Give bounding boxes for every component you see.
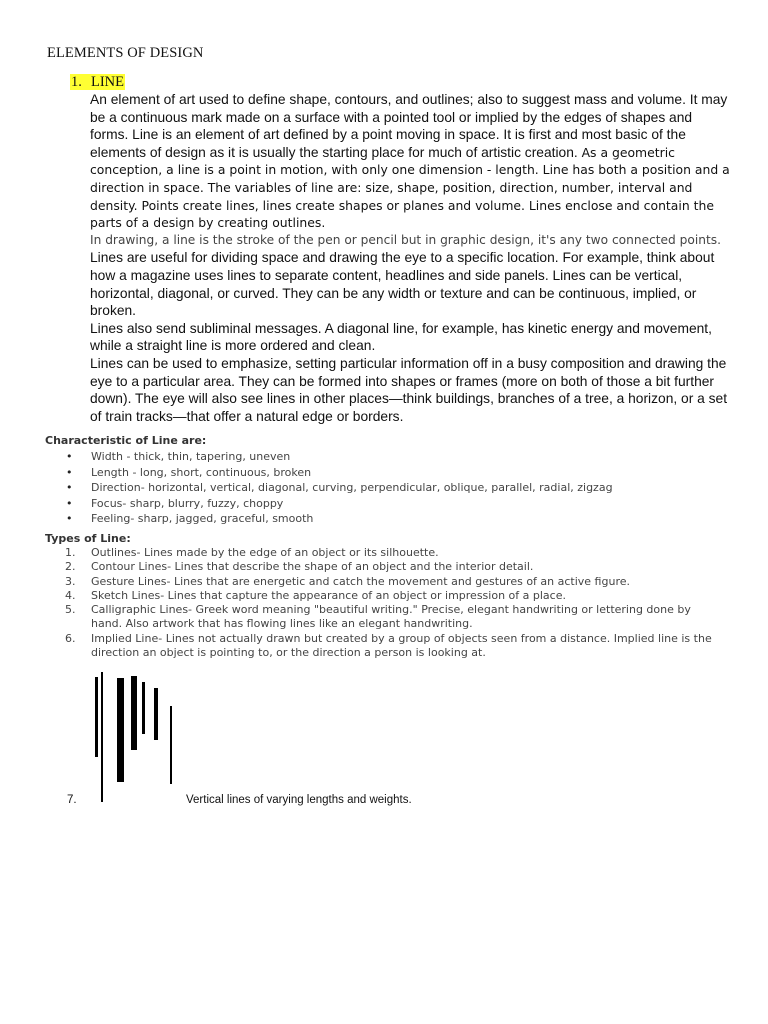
list-item-text: Width - thick, thin, tapering, uneven <box>91 450 291 463</box>
list-item-text: Focus- sharp, blurry, fuzzy, choppy <box>91 496 284 510</box>
list-item-text: Length - long, short, continuous, broken <box>91 465 312 479</box>
paragraph-geometric-text: As a geometric conception, a line is a point in motion, with only one dimension - length. Line has both a position and a direction in space. The variables of line are: size, shape, position, direction, number, interval and density. Points create lines, lines create shapes or planes and volume. Lines enclose and contain the parts of a design by creating outlines. <box>90 144 730 231</box>
list-item <box>45 603 725 632</box>
paragraph-drawing: In drawing, a line is the stroke of the pen or pencil but in graphic design, it's any two connected points. <box>90 232 721 247</box>
section-number: 1. <box>71 74 82 90</box>
list-number: 2. <box>65 560 76 574</box>
list-item <box>45 496 613 512</box>
list-number: 5. <box>65 603 76 617</box>
list-item-text: Direction- horizontal, vertical, diagonal, curving, perpendicular, oblique, parallel, radial, zigzag <box>91 481 613 495</box>
vertical-line <box>95 677 98 757</box>
vertical-line <box>101 672 103 802</box>
types-list <box>45 546 725 660</box>
list-item <box>45 632 725 661</box>
bullet-icon: • <box>66 512 73 526</box>
figure-caption: Vertical lines of varying lengths and weights. <box>186 794 412 806</box>
list-number: 3. <box>65 574 76 588</box>
characteristics-list <box>45 449 613 527</box>
list-number: 1. <box>65 546 76 559</box>
bullet-icon: • <box>66 450 73 463</box>
list-number: 4. <box>65 588 76 602</box>
highlighted-heading <box>70 74 125 90</box>
characteristics-heading: Characteristic of Line are: <box>45 434 207 447</box>
list-item <box>45 465 613 481</box>
list-item-text: Sketch Lines- Lines that capture the appearance of an object or impression of a place. <box>91 588 566 602</box>
list-item-text: Gesture Lines- Lines that are energetic and catch the movement and gestures of an active figure. <box>91 574 630 588</box>
list-item-text: Calligraphic Lines- Greek word meaning "beautiful writing." Precise, elegant handwriting or lettering done by hand. Also artwork that has flowing lines like an elegant handwriting. <box>91 603 691 631</box>
list-item <box>45 449 613 465</box>
figure-number: 7. <box>67 794 77 806</box>
section-title: LINE <box>91 74 125 90</box>
vertical-line <box>170 706 172 784</box>
list-item <box>45 480 613 496</box>
line-description-body <box>90 91 730 425</box>
types-heading: Types of Line: <box>45 532 131 545</box>
list-item <box>45 560 725 574</box>
list-number: 6. <box>65 631 76 645</box>
paragraph-dividing-space: Lines are useful for dividing space and drawing the eye to a specific location. For example, think about how a magazine uses lines to separate content, headlines and side panels. Lines can be vertical, horizontal, diagonal, or curved. They can be any width or texture and can be continuous, implied, or broken. <box>90 250 715 319</box>
vertical-line <box>117 678 124 782</box>
list-item-text: Implied Line- Lines not actually drawn but created by a group of objects seen from a distance. Implied line is the direction an object is pointing to, or the direction a person is looking at. <box>91 631 712 660</box>
paragraph-subliminal: Lines also send subliminal messages. A diagonal line, for example, has kinetic energy and movement, while a straight line is more ordered and clean. <box>90 320 712 354</box>
list-item-text: Contour Lines- Lines that describe the shape of an object and the interior detail. <box>91 560 534 574</box>
paragraph-emphasize: Lines can be used to emphasize, setting particular information off in a busy composition and drawing the eye to a particular area. They can be formed into shapes or frames (more on both of those a bit further down). The eye will also see lines in other places—think buildings, branches of a tree, a horizon, or a set of train tracks—that offer a natural edge or borders. <box>90 355 728 424</box>
page-title: ELEMENTS OF DESIGN <box>47 45 204 61</box>
bullet-icon: • <box>66 465 73 479</box>
paragraph-definition <box>90 91 730 232</box>
list-item <box>45 546 725 560</box>
list-item <box>45 575 725 589</box>
vertical-line <box>154 688 158 740</box>
list-item-text: Outlines- Lines made by the edge of an object or its silhouette. <box>91 546 439 559</box>
vertical-line <box>142 682 145 734</box>
vertical-lines-figure <box>90 672 190 807</box>
list-item <box>45 511 613 527</box>
list-item <box>45 589 725 603</box>
paragraph-definition-text: An element of art used to define shape, contours, and outlines; also to suggest mass and volume. It may be a continuous mark made on a surface with a pointed tool or implied by the edges of shapes and forms. Line is an element of art defined by a point moving in space. It is first and most basic of the elements of design as it is usually the starting place for much of artistic creation. <box>90 92 728 160</box>
bullet-icon: • <box>66 481 73 495</box>
bullet-icon: • <box>66 496 73 510</box>
list-item-text: Feeling- sharp, jagged, graceful, smooth <box>91 512 314 526</box>
section-heading-line <box>70 73 125 91</box>
vertical-line <box>131 676 137 750</box>
